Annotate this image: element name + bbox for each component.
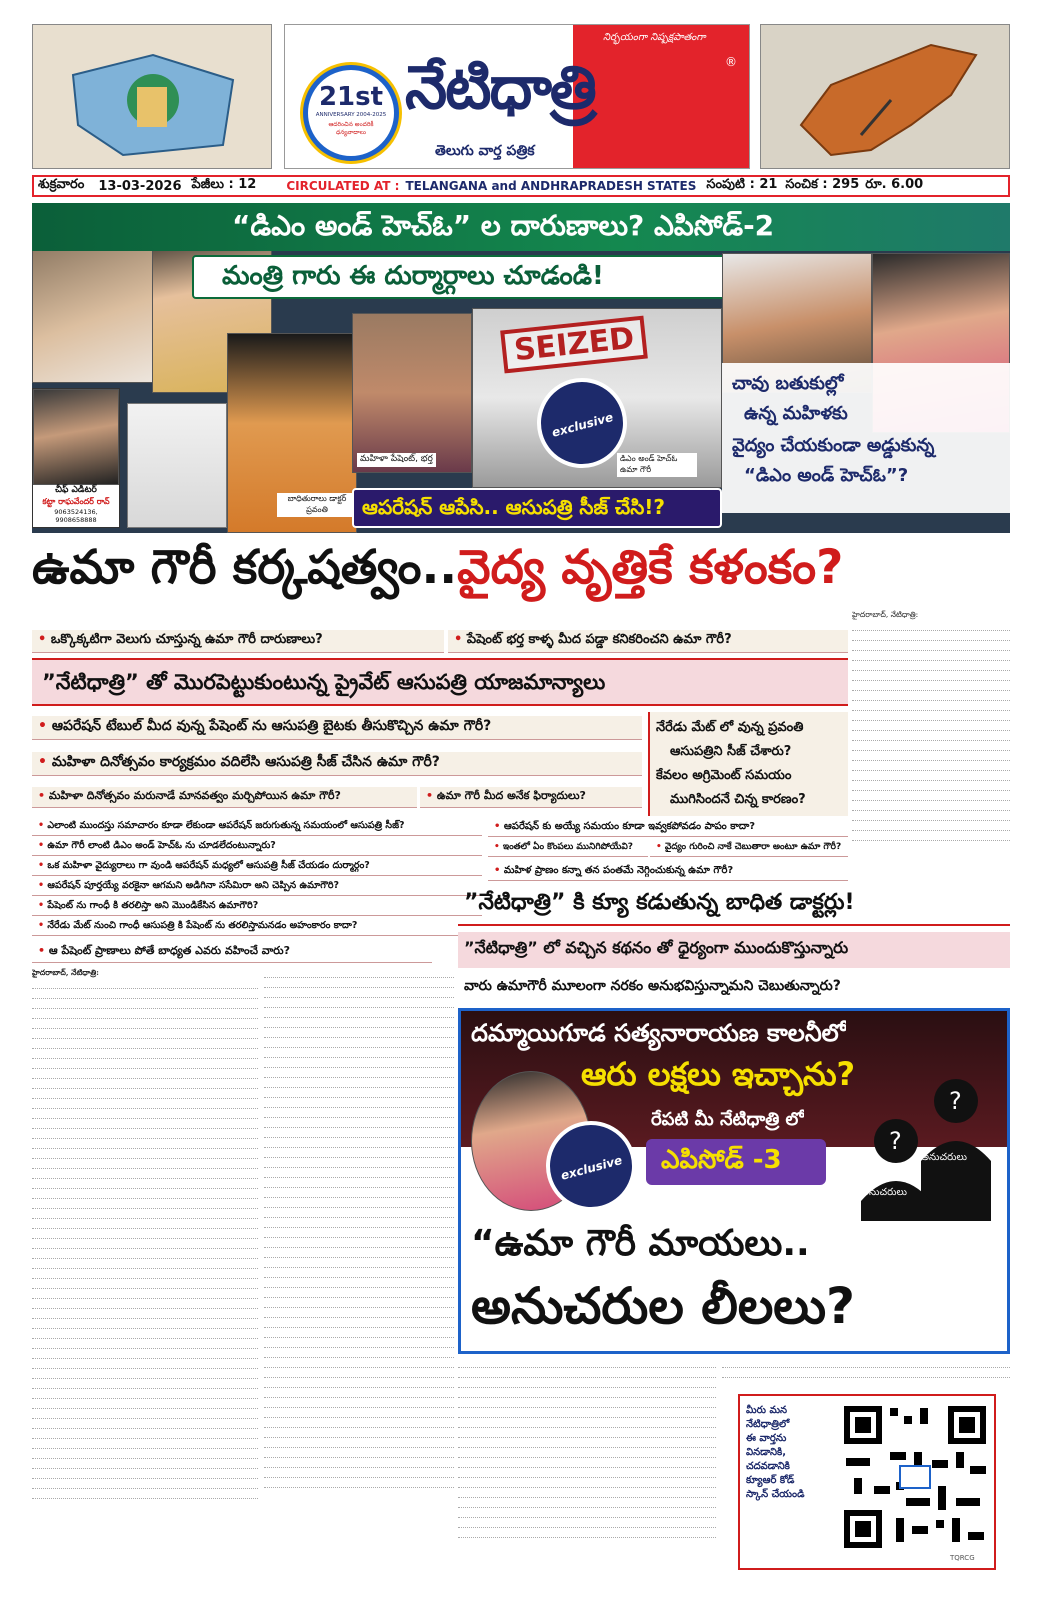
- masthead-tagline: నిర్భయంగా నిష్పక్షపాతంగా: [603, 32, 706, 43]
- right-bullet-box: [648, 712, 848, 816]
- notice-paper-photo: [127, 403, 227, 528]
- svg-text:?: ?: [889, 1127, 902, 1155]
- story-column-2: [264, 968, 454, 1578]
- text-line: [264, 970, 454, 978]
- text-line: [32, 1271, 258, 1279]
- dateline-issue: సంచిక : 295: [785, 177, 860, 192]
- text-line: [32, 1281, 258, 1289]
- text-line: [32, 1341, 258, 1349]
- text-line: [32, 1371, 258, 1379]
- text-line: [32, 1381, 258, 1389]
- small-bullet-right-2: • ఇంతలో ఏం కొంపలు మునిగిపోయేవి?: [488, 840, 648, 857]
- side-quote-line-1: చావు బతుకుల్లో: [732, 373, 844, 394]
- text-line: [264, 1040, 454, 1048]
- top-story-collage: [32, 203, 1010, 533]
- small-bullet-6: • నేరేడు మేట్ నుంచి గాంధీ ఆసుపత్రి కి పేషెంట్ ను తరలిస్తామనడం అహంకారం కాదా?: [32, 918, 482, 936]
- text-line: [32, 1241, 258, 1249]
- small-bullet-7: • ఆ పేషెంట్ ప్రాణాలు పోతే బాధ్యత ఎవరు వహించే వారు?: [32, 942, 432, 963]
- small-bullet-3: • ఒక మహిళా వైద్యురాలు గా వుండి ఆపరేషన్ మధ్యలో ఆసుపత్రి సీజ్ చేయడం దుర్మార్గం?: [32, 858, 482, 876]
- story-dateline: హైదరాబాద్, నేటిధాత్రి:: [32, 968, 99, 977]
- text-line: [458, 1360, 716, 1368]
- text-line: [264, 1050, 454, 1058]
- small-bullet-right-3: • వైద్యం గురించి నాకే చెబుతారా అంటూ ఉమా గౌరీ?: [650, 840, 848, 857]
- dateline-pages: పేజీలు : 12: [191, 177, 257, 192]
- text-line: [458, 1520, 716, 1528]
- text-line: [852, 753, 1010, 761]
- qr-brand: TQRCG: [950, 1554, 975, 1562]
- text-line: [264, 1330, 454, 1338]
- text-line: [852, 693, 1010, 701]
- text-line: [264, 1460, 454, 1468]
- text-line: [722, 1370, 1010, 1378]
- text-line: [32, 1411, 258, 1419]
- text-line: [264, 1150, 454, 1158]
- operation-banner: ఆపరేషన్ ఆపేసి.. ఆసుపత్రి సీజ్ చేసి!?: [362, 495, 666, 519]
- bullet-left-2: • మహిళా దినోత్సవం కార్యక్రమం వదిలేసి ఆసుపత్రి సీజ్ చేసిన ఉమా గౌరీ?: [32, 752, 642, 776]
- text-line: [264, 980, 454, 988]
- top-subkicker: మంత్రి గారు ఈ దుర్మార్గాలు చూడండి!: [222, 261, 604, 291]
- right-column-story: [852, 610, 1010, 880]
- text-line: [32, 981, 258, 989]
- small-bullet-right-1: • ఆపరేషన్ కు అయ్యే సమయం కూడా ఇవ్వకపోవడం పాపం కాదా?: [488, 818, 848, 837]
- text-line: [32, 1321, 258, 1329]
- text-line: [852, 733, 1010, 741]
- text-line: [32, 1051, 258, 1059]
- anniversary-number: 21st: [318, 82, 384, 112]
- text-line: [32, 1071, 258, 1079]
- right-bullet-1: నేరేడు మేట్ లో వున్న ప్రవంతి: [656, 720, 804, 735]
- text-line: [264, 1350, 454, 1358]
- text-line: [264, 1450, 454, 1458]
- text-line: [32, 1221, 258, 1229]
- anniversary-sub: ఆదరించిన అందరికీ ధన్యవాదాలు: [328, 121, 374, 136]
- dateline-day: శుక్రవారం: [38, 177, 85, 192]
- qr-text-line: ఈ వార్తను: [746, 1433, 787, 1444]
- text-line: [458, 1440, 716, 1448]
- text-line: [32, 1191, 258, 1199]
- main-headline-part2: వైద్య వృత్తికే కళంకం?: [457, 540, 844, 595]
- small-bullet-2: • ఉమా గౌరీ లాంటి డిఎం అండ్ హెచ్ఓ ను చూడలేదంటున్నారు?: [32, 838, 482, 856]
- qr-text: [746, 1404, 826, 1502]
- text-line: [264, 1410, 454, 1418]
- text-line: [458, 1500, 716, 1508]
- small-bullet-right-4: • మహిళ ప్రాణం కన్నా తన పంతమే నెగ్గించుకున్న ఉమా గౌరీ?: [488, 862, 848, 881]
- text-line: [32, 1151, 258, 1159]
- text-line: [264, 1470, 454, 1478]
- story-column-3: [458, 1358, 716, 1578]
- anniversary-text: ANNIVERSARY 2004-2025: [315, 112, 387, 118]
- text-line: [458, 1460, 716, 1468]
- promo-exclusive-label: exclusive: [559, 1153, 624, 1183]
- text-line: [458, 1410, 716, 1418]
- text-line: [458, 1400, 716, 1408]
- anniversary-badge: [303, 65, 399, 161]
- qr-text-line: స్కాన్ చేయండి: [746, 1489, 805, 1500]
- text-line: [32, 1141, 258, 1149]
- text-line: [458, 1380, 716, 1388]
- text-line: [458, 1370, 716, 1378]
- promo-episode: ఎపిసోడ్ -3: [661, 1145, 782, 1175]
- text-line: [264, 1090, 454, 1098]
- text-line: [264, 1010, 454, 1018]
- text-line: [852, 813, 1010, 821]
- text-line: [32, 1161, 258, 1169]
- text-line: [32, 1111, 258, 1119]
- text-line: [32, 1431, 258, 1439]
- qr-code[interactable]: [840, 1402, 990, 1552]
- text-line: [264, 1380, 454, 1388]
- seized-stamp: SEIZED: [500, 316, 648, 374]
- text-line: [264, 1070, 454, 1078]
- qr-text-line: మీరు మన: [746, 1405, 788, 1416]
- bullet-left-1: • ఆపరేషన్ టేబుల్ మీద వున్న పేషెంట్ ను ఆసుపత్రి బైటకు తీసుకొచ్చిన ఉమా గౌరీ?: [32, 716, 642, 740]
- follower-label-1: అనుచరులు: [921, 1152, 968, 1163]
- right-headline-2: ”నేటిధాత్రి” లో వచ్చిన కథనం తో ధైర్యంగా ముందుకొస్తున్నారు: [458, 932, 1010, 968]
- promo-line1: దమ్మాయిగూడ సత్యనారాయణ కాలనీలో: [471, 1019, 847, 1047]
- text-line: [32, 1331, 258, 1339]
- circulated-states: TELANGANA and ANDHRAPRADESH STATES: [405, 179, 697, 193]
- bullet-left-3: • మహిళా దినోత్సవం మరునాడే మానవత్వం మర్చిపోయిన ఉమా గౌరీ?: [32, 787, 417, 808]
- text-line: [264, 1210, 454, 1218]
- small-bullet-1: • ఎలాంటి ముందస్తు సమాచారం కూడా లేకుండా ఆపరేషన్ జరుగుతున్న సమయంలో ఆసుపత్రి సీజ్?: [32, 818, 482, 836]
- text-line: [852, 793, 1010, 801]
- telangana-map-icon: [33, 25, 272, 169]
- text-line: [264, 1140, 454, 1148]
- promo-box: [458, 1008, 1010, 1354]
- text-line: [852, 653, 1010, 661]
- text-line: [852, 633, 1010, 641]
- text-line: [264, 1260, 454, 1268]
- masthead-subtitle: తెలుగు వార్త పత్రిక: [435, 143, 535, 159]
- text-line: [32, 1251, 258, 1259]
- main-headline: [32, 540, 1010, 620]
- text-line: [264, 1190, 454, 1198]
- dateline-price: రూ. 6.00: [865, 177, 924, 192]
- sub-headline: ”నేటిధాత్రి” తో మొరపెట్టుకుంటున్న ప్రైవేట్ ఆసుపత్రి యాజమాన్యాలు: [32, 658, 848, 706]
- text-line: [32, 1201, 258, 1209]
- text-line: [32, 1291, 258, 1299]
- text-line: [264, 1120, 454, 1128]
- text-line: [264, 1030, 454, 1038]
- text-line: [264, 1310, 454, 1318]
- andhra-map-image: [760, 24, 1010, 169]
- text-line: [264, 1020, 454, 1028]
- text-line: [32, 1311, 258, 1319]
- text-line: [32, 1091, 258, 1099]
- text-line: [32, 1231, 258, 1239]
- text-line: [32, 1471, 258, 1479]
- promo-line2: ఆరు లక్షలు ఇచ్చాను?: [581, 1055, 856, 1093]
- text-line: [458, 1390, 716, 1398]
- chief-editor-name: కట్టా రాఘవేందర్ రావ్: [42, 497, 110, 506]
- text-line: [32, 1101, 258, 1109]
- text-line: [264, 1200, 454, 1208]
- text-line: [264, 1100, 454, 1108]
- follower-label-2: అనుచరులు: [861, 1187, 908, 1198]
- text-line: [264, 1340, 454, 1348]
- chief-editor-photo: [33, 389, 119, 485]
- text-line: [852, 663, 1010, 671]
- registered-mark: ®: [725, 55, 737, 69]
- telangana-map-image: [32, 24, 272, 169]
- right-bullet-3: కేవలం అగ్రిమెంట్ సమయం: [656, 768, 792, 783]
- text-line: [264, 1290, 454, 1298]
- caption-dmho: డిఎం అండ్ హెచ్ఓ ఉమా గౌరీ: [617, 453, 697, 477]
- text-line: [852, 673, 1010, 681]
- text-line: [32, 1361, 258, 1369]
- text-line: [852, 833, 1010, 841]
- masthead-red-block: [573, 25, 749, 168]
- text-line: [32, 1181, 258, 1189]
- text-line: [32, 1211, 258, 1219]
- caption-patient: మహిళా పేషెంట్, భర్త: [357, 453, 436, 467]
- bullet-left-4: • ఉమా గౌరీ మీద అనేక ఫిర్యాదులు?: [420, 787, 642, 808]
- top-kicker: “డిఎం అండ్ హెచ్ఓ” ల దారుణాలు? ఎపిసోడ్-2: [232, 209, 775, 242]
- right-headline-1: ”నేటిధాత్రి” కి క్యూ కడుతున్న బాధిత డాక్టర్లు!: [458, 884, 1010, 926]
- text-line: [458, 1480, 716, 1488]
- text-line: [32, 1461, 258, 1469]
- qr-text-line: నేటిధాత్రిలో: [746, 1419, 790, 1430]
- text-line: [32, 1131, 258, 1139]
- text-line: [852, 723, 1010, 731]
- text-line: [32, 1081, 258, 1089]
- side-quote-line-4: “డిఎం అండ్ హెచ్ఓ”?: [744, 465, 909, 486]
- qr-text-line: వినడానికి,: [746, 1447, 787, 1458]
- text-line: [32, 1121, 258, 1129]
- text-line: [264, 1370, 454, 1378]
- small-bullet-5: • పేషెంట్ ను గాంధీ కి తరలిస్తా అని మొండికేసిన ఉమాగౌరి?: [32, 898, 482, 916]
- text-line: [32, 1481, 258, 1489]
- text-line: [32, 1351, 258, 1359]
- patient-family-photo: [352, 313, 472, 473]
- text-line: [264, 1250, 454, 1258]
- text-line: [264, 1110, 454, 1118]
- text-line: [852, 703, 1010, 711]
- text-line: [264, 1000, 454, 1008]
- circulated-label: CIRCULATED AT :: [286, 179, 400, 193]
- text-line: [32, 1031, 258, 1039]
- text-line: [32, 1401, 258, 1409]
- text-line: [32, 1451, 258, 1459]
- story-column-4: [722, 1358, 1010, 1388]
- small-bullet-4: • ఆపరేషన్ పూర్తయ్యే వరకైనా ఆగమని అడిగినా ససేమిరా అని చెప్పిన ఉమాగౌరి?: [32, 878, 482, 896]
- text-line: [264, 1220, 454, 1228]
- dateline-volume: సంపుటి : 21: [706, 177, 778, 192]
- svg-text:?: ?: [949, 1087, 962, 1115]
- text-line: [32, 1021, 258, 1029]
- text-line: [264, 1080, 454, 1088]
- text-line: [264, 1060, 454, 1068]
- side-quote-line-3: వైద్యం చేయకుండా అడ్డుకున్న: [732, 435, 935, 456]
- text-line: [32, 1001, 258, 1009]
- text-line: [264, 1180, 454, 1188]
- text-line: [722, 1360, 1010, 1368]
- masthead: [284, 24, 750, 169]
- text-line: [852, 763, 1010, 771]
- dateline-date: 13-03-2026: [98, 178, 182, 194]
- side-quote-line-2: ఉన్న మహిళకు: [744, 403, 848, 424]
- promo-tomorrow: రేపటి మీ నేటిధాత్రి లో: [651, 1109, 805, 1130]
- text-line: [32, 1171, 258, 1179]
- text-line: [32, 1011, 258, 1019]
- text-line: [852, 803, 1010, 811]
- text-line: [32, 1261, 258, 1269]
- text-line: [264, 1280, 454, 1288]
- text-line: [264, 1230, 454, 1238]
- text-line: [264, 1390, 454, 1398]
- chief-editor-box: [32, 388, 120, 528]
- text-line: [264, 1130, 454, 1138]
- bullet-row1-left: • ఒక్కొక్కటిగా వెలుగు చూస్తున్న ఉమా గౌరీ దారుణాలు?: [32, 630, 444, 653]
- text-line: [264, 990, 454, 998]
- right-bullet-2: ఆసుపత్రిని సీజ్ చేశారు?: [670, 744, 792, 759]
- andhra-map-icon: [761, 25, 1010, 169]
- text-line: [32, 1441, 258, 1449]
- chief-editor-phone: 9063524136, 9908658888: [54, 508, 98, 524]
- text-line: [458, 1450, 716, 1458]
- text-line: [264, 1400, 454, 1408]
- text-line: [458, 1420, 716, 1428]
- bullet-row1-right: • పేషెంట్ భర్త కాళ్ళ మీద పడ్డా కనికరించని ఉమా గౌరీ?: [448, 630, 848, 653]
- text-line: [458, 1530, 716, 1538]
- text-line: [264, 1170, 454, 1178]
- text-line: [264, 1430, 454, 1438]
- text-line: [264, 1270, 454, 1278]
- text-line: [32, 1421, 258, 1429]
- text-line: [32, 1041, 258, 1049]
- masthead-title: నేటిధాత్రి: [405, 53, 595, 123]
- text-line: [852, 643, 1010, 651]
- exclusive-label: exclusive: [550, 410, 615, 440]
- text-line: [264, 1360, 454, 1368]
- main-headline-part1: ఉమా గౌరీ కర్కషత్వం..: [32, 540, 458, 595]
- text-line: [32, 1491, 258, 1499]
- text-line: [458, 1510, 716, 1518]
- text-line: [852, 683, 1010, 691]
- promo-big1: “ఉమా గౌరీ మాయలు..: [471, 1223, 810, 1264]
- text-line: [32, 1061, 258, 1069]
- qr-text-line: చదవడానికి: [746, 1461, 790, 1472]
- text-line: [32, 1301, 258, 1309]
- right-bullet-4: ముగిసిందనే చిన్న కారణం?: [670, 792, 806, 807]
- text-line: [852, 713, 1010, 721]
- text-line: [852, 623, 1010, 631]
- promo-big2: అనుచరుల లీలలు?: [471, 1277, 856, 1335]
- caption-doctor: బాధితురాలు డాక్టర్ ప్రవంతి: [277, 493, 357, 517]
- text-line: [458, 1470, 716, 1478]
- qr-box: [738, 1394, 996, 1570]
- right-headline-3: వారు ఉమాగౌరీ మూలంగా నరకం అనుభవిస్తున్నామని చెబుతున్నారు?: [464, 978, 841, 994]
- text-line: [458, 1490, 716, 1498]
- text-line: [458, 1430, 716, 1438]
- text-line: [32, 1391, 258, 1399]
- text-line: [852, 743, 1010, 751]
- qr-code-icon: [840, 1402, 990, 1552]
- right-column-dateline: హైదరాబాద్, నేటిధాత్రి:: [852, 610, 919, 619]
- text-line: [264, 1320, 454, 1328]
- chief-editor-label: చీఫ్ ఎడిటర్: [55, 485, 97, 495]
- text-line: [264, 1300, 454, 1308]
- text-line: [264, 1240, 454, 1248]
- dateline-bar: [32, 175, 1010, 197]
- text-line: [264, 1160, 454, 1168]
- text-line: [852, 783, 1010, 791]
- text-line: [264, 1420, 454, 1428]
- text-line: [852, 773, 1010, 781]
- text-line: [264, 1440, 454, 1448]
- text-line: [32, 991, 258, 999]
- text-line: [852, 823, 1010, 831]
- text-line: [264, 1480, 454, 1488]
- story-column-1: [32, 968, 258, 1578]
- qr-text-line: క్యూఆర్ కోడ్: [746, 1475, 795, 1486]
